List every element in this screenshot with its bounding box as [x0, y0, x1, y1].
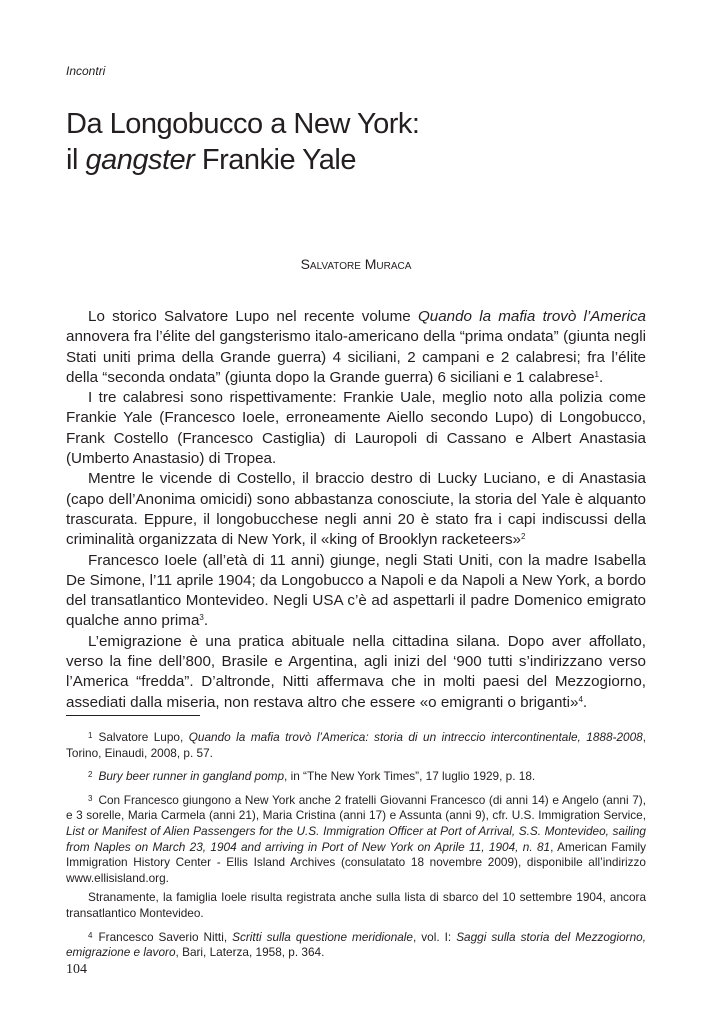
footnote-4-text-c: , Bari, Laterza, 1958, p. 364. — [175, 945, 325, 960]
footnote-3-number: 3 — [88, 793, 93, 803]
footnote-3-text-b: , American Family Immigration History Center - Ellis Island Archives (consulatato 18 novembre 2009), disponibile all’indirizzo www.ellisisland.org. — [66, 839, 646, 885]
footnote-ref-2[interactable]: 2 — [521, 532, 526, 542]
footnote-ref-1[interactable]: 1 — [594, 369, 599, 379]
footnote-2-text-b: , in “The New York Times”, 17 luglio 1929, p. 18. — [284, 769, 536, 784]
paragraph-4-text-b: . — [203, 612, 209, 630]
footnote-2-number: 2 — [88, 770, 93, 780]
book-title: Quando la mafia trovò l’America — [417, 308, 646, 325]
footnote-2 — [66, 767, 646, 785]
paragraph-3 — [66, 469, 646, 550]
footnote-1-italic: Quando la mafia trovò l’America: storia di un intreccio intercontinentale, 1888-2008 — [188, 730, 643, 744]
footnote-3-continuation: Stranamente, la famiglia Ioele risulta registrata anche sulla lista di sbarco del 10 settembre 1904, ancora transatlantico Montevideo. — [66, 890, 646, 920]
title-line-2-italic: gangster — [85, 144, 195, 176]
footnote-ref-4[interactable]: 4 — [578, 694, 583, 704]
footnote-4-italic-1: Scritti sulla questione meridionale — [232, 929, 413, 944]
footnote-4-text-b: , vol. I: — [413, 929, 457, 944]
paragraph-4 — [66, 551, 646, 632]
paragraph-5-text-a: L’emigrazione è una pratica abituale nella cittadina silana. Dopo aver affollato, verso la fine dell’800, Brasile e Argentina, agli inizi del ‘900 tutti s’indirizzano verso l’America “fredda”. D’altronde, Nitti affermava che in molti paesi del Mezzogiorno, assediati dalla miseria, non restava altro che essere «o emigranti o briganti» — [66, 632, 646, 711]
paragraph-1-text-b: annovera fra l’élite del gangsterismo italo-americano della “prima ondata” (giunta negli Stati uniti prima della Grande guerra) 4 siciliani, 2 campani e 2 calabresi; fra l’élite della “seconda ondata” (giunta dopo la Grande guerra) 6 siciliani e 1 calabrese — [66, 328, 646, 386]
title-line-2-suffix: Frankie Yale — [194, 144, 356, 176]
footnote-4 — [66, 928, 646, 961]
footnote-1-number: 1 — [88, 731, 93, 740]
article-title — [66, 106, 646, 178]
title-line-2-prefix: il — [66, 144, 86, 176]
footnote-4-text-a: Francesco Saverio Nitti, — [98, 929, 233, 944]
title-line-1: Da Longobucco a New York: — [66, 108, 420, 140]
paragraph-4-text-a: Francesco Ioele (all’età di 11 anni) giunge, negli Stati Uniti, con la madre Isabella De Simone, l’11 aprile 1904; da Longobucco a Napoli e da Napoli a New York, a bordo del transatlantico Montevideo. Negli USA c’è ad aspettarli il padre Domenico emigrato qualche anno prima — [66, 551, 646, 630]
paragraph-1-text-c: . — [598, 368, 604, 386]
footnote-3 — [66, 791, 646, 887]
footnote-1-text-b: , Torino, Einaudi, 2008, p. 57. — [66, 730, 646, 760]
section-label: Incontri — [66, 64, 106, 78]
paragraph-3-text-a: Mentre le vicende di Costello, il braccio destro di Lucky Luciano, e di Anastasia (capo dell’Anonima omicidi) sono abbastanza conosciute, la storia del Yale è alquanto trascurata. Eppure, il longobucchese negli anni 20 è stato fra i capi indiscussi della criminalità organizzata di New York, il «king of Brooklyn racketeers» — [66, 470, 646, 549]
footnote-1-text-a: Salvatore Lupo, — [98, 730, 189, 744]
footnote-3-text-a: Con Francesco giungono a New York anche 2 fratelli Giovanni Francesco (di anni 14) e Angelo (anni 7), e 3 sorelle, Maria Carmela (anni 21), Maria Cristina (anni 17) e Assunta (anni 9), cfr. U.S. Immigration Service, — [66, 792, 646, 823]
footnote-4-number: 4 — [88, 930, 93, 940]
footnote-3-italic: List or Manifest of Alien Passengers for the U.S. Immigration Officer at Port of Arrival, S.S. Montevideo, sailing from Naples on March 23, 1904 and arriving in Port of New York on Aprile 11, 1904, n. 81 — [66, 823, 646, 854]
footnote-1 — [66, 728, 646, 761]
paragraph-5-text-b: . — [582, 693, 588, 711]
author-name: Salvatore Muraca — [300, 256, 412, 272]
footnote-divider — [66, 715, 200, 716]
footnote-2-italic: Bury beer runner in gangland pomp — [98, 769, 285, 784]
paragraph-5 — [66, 632, 646, 713]
article-body — [66, 307, 646, 713]
paragraph-1-text-a: Lo storico Salvatore Lupo nel recente volume — [88, 308, 418, 325]
footnote-4-italic-2: Saggi sulla storia del Mezzogiorno, emigrazione e lavoro — [66, 929, 647, 960]
footnotes — [66, 728, 646, 967]
page-number: 104 — [66, 962, 87, 977]
paragraph-2: I tre calabresi sono rispettivamente: Frankie Uale, meglio noto alla polizia come Frankie Yale (Francesco Ioele, erroneamente Aiello secondo Lupo) di Longobucco, Frank Costello (Francesco Castiglia) di Lauropoli di Cassano e Albert Anastasia (Umberto Anastasio) di Tropea. — [66, 389, 646, 468]
paragraph-1 — [66, 307, 646, 388]
footnote-ref-3[interactable]: 3 — [199, 613, 204, 623]
